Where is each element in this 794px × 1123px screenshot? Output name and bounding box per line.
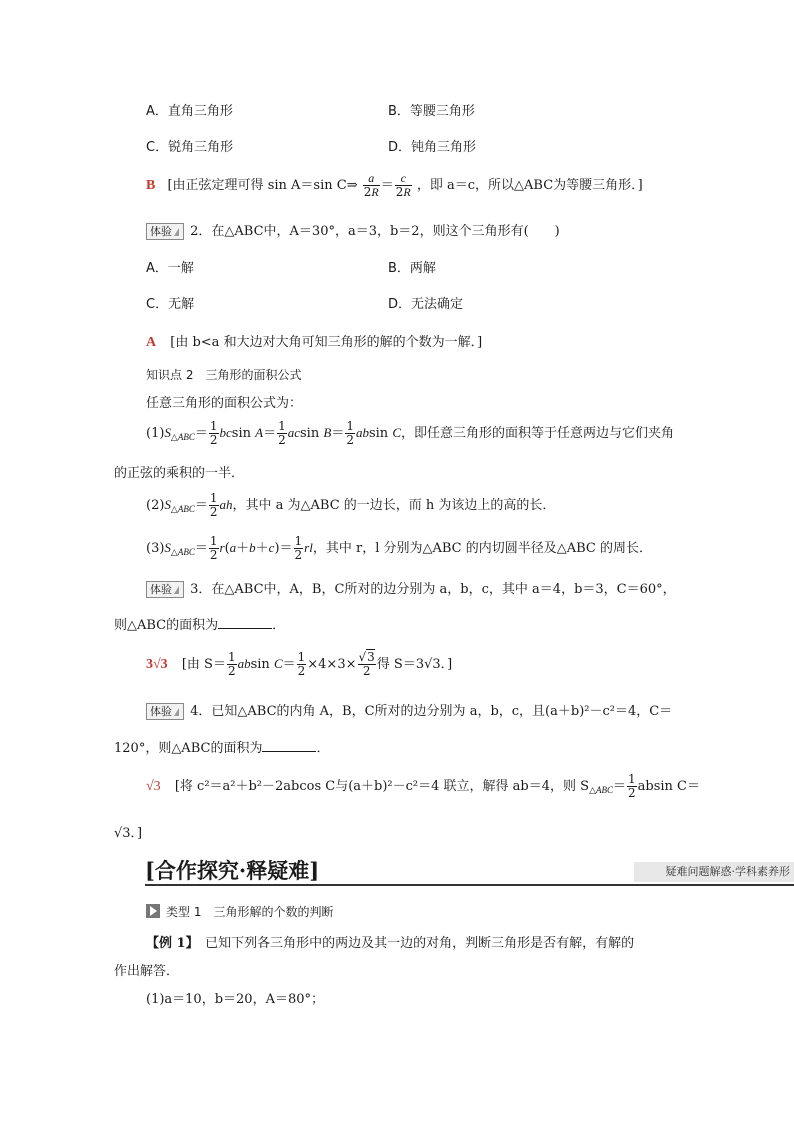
q3-answer-text-1: [由 S＝ bbox=[181, 657, 226, 672]
q3-stem-2: 则△ABC的面积为 bbox=[114, 618, 219, 633]
knowledge-intro: 任意三角形的面积公式为： bbox=[146, 396, 303, 411]
example-1-text: 已知下列各三角形中的两边及其一边的对角，判断三角形是否有解，有解的 bbox=[192, 936, 635, 951]
formula-3-text: ，其中 r，l 分别为△ABC 的内切圆半径及△ABC 的周长． bbox=[312, 541, 652, 556]
q1-option-b: B．等腰三角形 bbox=[388, 104, 475, 119]
experience-tag: 体验 bbox=[146, 581, 184, 598]
q4-stem: 4．已知△ABC的内角 A，B，C所对的边分别为 a，b，c，且(a＋b)²－c²＝4，C＝ bbox=[190, 704, 673, 719]
example-1-tag: 【例 1】 bbox=[146, 936, 193, 951]
q3-answer-value: 3√3 bbox=[146, 657, 168, 672]
q2-option-a: A．一解 bbox=[146, 261, 194, 276]
q4-stem-2: 120°，则△ABC的面积为 bbox=[114, 741, 263, 756]
q2-answer-text: [由 b<a 和大边对大角可知三角形的解的个数为一解．] bbox=[170, 335, 483, 350]
q3-stem-continued: 则△ABC的面积为 ． bbox=[114, 618, 286, 633]
formula-1-text: ，即任意三角形的面积等于任意两边与它们夹角 bbox=[400, 426, 674, 441]
type-1-heading bbox=[146, 903, 333, 920]
section-divider bbox=[145, 884, 794, 886]
example-1-line bbox=[146, 932, 634, 951]
q4-answer-continued: √3．] bbox=[114, 826, 143, 841]
formula-1: $(1)S_{\triangle ABC}=$ $\frac{1}{2}$ bcsin A＝ $\frac{1}{2}$ acsin B＝ $\frac{1}{2}$ absin C，即任意三角形的面积等于任意两边与它们夹角 bbox=[146, 419, 674, 447]
experience-tag: 体验 bbox=[146, 703, 184, 720]
fraction-a-2r: $\frac{a}{2R}$ bbox=[363, 171, 379, 199]
q2-answer bbox=[146, 331, 482, 351]
q2-option-d: D．无法确定 bbox=[388, 297, 464, 312]
q4-stem-line bbox=[146, 700, 672, 720]
play-triangle-icon bbox=[146, 904, 160, 918]
q4-stem-continued: 120°，则△ABC的面积为 ． bbox=[114, 741, 330, 756]
type-1-label: 类型 1 三角形解的个数的判断 bbox=[166, 905, 334, 919]
q4-answer-text-1: [将 c²＝a²＋b²－2abcos C与(a＋b)²－c²＝4 联立，解得 ab＝4，则 S bbox=[174, 779, 590, 794]
q1-answer-text-1: [由正弦定理可得 sin A＝sin C⇒ bbox=[167, 178, 358, 193]
q2-option-c: C．无解 bbox=[146, 297, 195, 312]
formula-1-continued: 的正弦的乘积的一半． bbox=[114, 466, 245, 481]
q3-stem: 3．在△ABC中，A，B，C所对的边分别为 a，b，c，其中 a＝4，b＝3，C＝60°， bbox=[190, 582, 676, 597]
q1-option-c: C．锐角三角形 bbox=[146, 140, 234, 155]
fraction-c-2r: $\frac{c}{2R}$ bbox=[395, 171, 411, 199]
answer-blank bbox=[218, 616, 272, 629]
experience-tag: 体验 bbox=[146, 223, 184, 240]
knowledge-heading: 知识点 2 三角形的面积公式 bbox=[146, 368, 302, 382]
q3-stem-line bbox=[146, 578, 676, 598]
q1-answer-text-2: ，即 a＝c，所以△ABC为等腰三角形．] bbox=[416, 178, 643, 193]
q2-answer-letter: A bbox=[146, 335, 157, 350]
q2-option-b: B．两解 bbox=[388, 261, 436, 276]
example-1-item-1: (1)a＝10，b＝20，A＝80°； bbox=[146, 992, 325, 1007]
formula-2-text: ，其中 a 为△ABC 的一边长，而 h 为该边上的高的长． bbox=[232, 498, 556, 513]
q1-option-a: A．直角三角形 bbox=[146, 104, 233, 119]
q4-answer: √3 [将 c²＝a²＋b²－2abcos C与(a＋b)²－c²＝4 联立，解得 ab＝4，则 $S_{\triangle ABC}=$ $\frac{1}{2}$ absin C＝ bbox=[146, 772, 700, 800]
formula-3: $(3)S_{\triangle ABC}=$ $\frac{1}{2}$ r(a＋b＋c)＝ $\frac{1}{2}$ rl，其中 r，l 分别为△ABC 的内切圆半径及△ABC 的周长． bbox=[146, 534, 652, 562]
answer-blank bbox=[262, 739, 316, 752]
formula-2: $(2)S_{\triangle ABC}=$ $\frac{1}{2}$ ah，其中 a 为△ABC 的一边长，而 h 为该边上的高的长． bbox=[146, 491, 556, 519]
q3-answer: 3√3 [由 S＝ $\frac{1}{2}$ absin C＝ $\frac{1}{2}$ ×4×3× $\frac{√3}{2}$ 得 S＝3√3．] bbox=[146, 650, 453, 678]
section-title: [合作探究·释疑难] bbox=[145, 858, 320, 883]
section-banner: 疑难问题解惑·学科素养形 bbox=[634, 862, 794, 882]
q2-stem: 2．在△ABC中，A＝30°，a＝3，b＝2，则这个三角形有( ) bbox=[190, 224, 560, 239]
q1-answer-letter: B bbox=[146, 178, 156, 193]
q3-answer-text-2: 得 S＝3√3．] bbox=[376, 657, 453, 672]
example-1-continued: 作出解答． bbox=[114, 964, 180, 979]
q4-answer-value: √3 bbox=[146, 779, 161, 794]
q4-answer-text-2: absin C＝ bbox=[637, 779, 700, 794]
q1-answer: B [由正弦定理可得 sin A＝sin C⇒ $\frac{a}{2R}$ ＝ $\frac{c}{2R}$ ，即 a＝c，所以△ABC为等腰三角形．] bbox=[146, 171, 643, 199]
q1-option-d: D．钝角三角形 bbox=[388, 140, 477, 155]
q2-stem-line bbox=[146, 220, 560, 240]
